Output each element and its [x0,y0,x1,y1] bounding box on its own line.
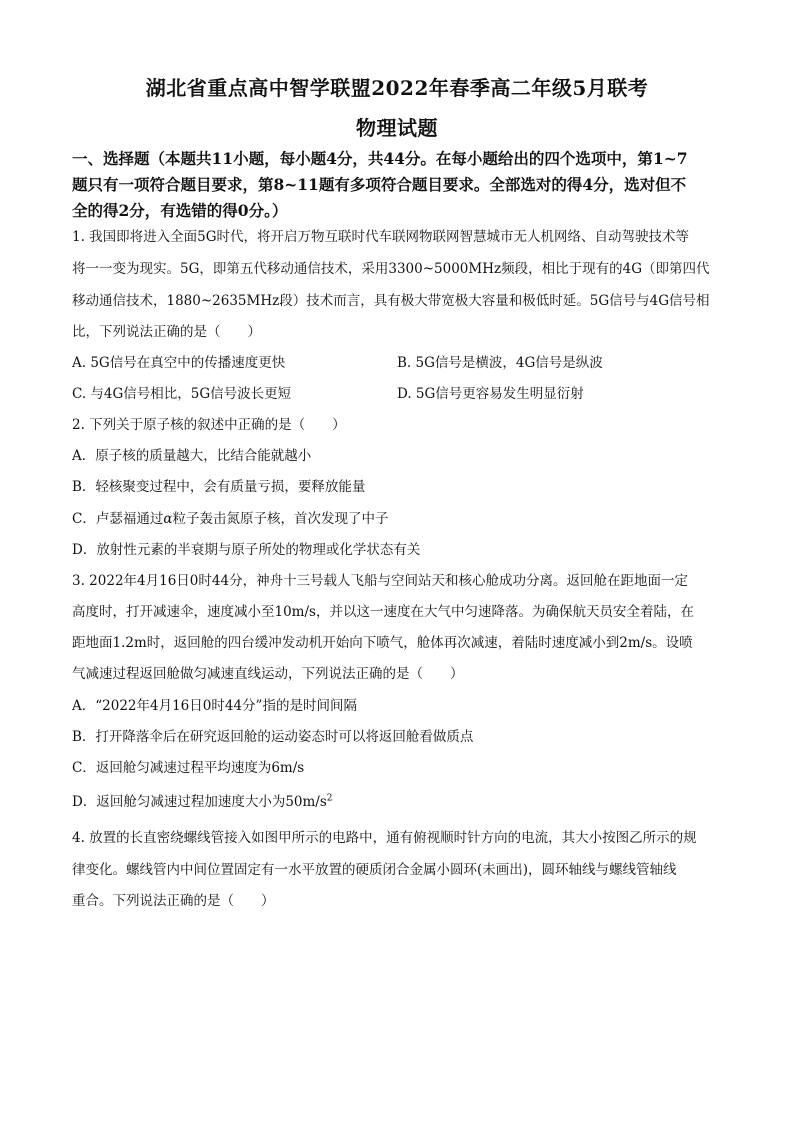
exam-subtitle: 物理试题 [356,116,438,140]
q3-option-d-text: D．返回舱匀减速过程加速度大小为50m/s [72,794,327,810]
q4-stem-line-2: 律变化。螺线管内中间位置固定有一水平放置的硬质闭合金属小圆环(未画出)，圆环轴线与螺线管轴线 [72,862,677,878]
q3-option-c: C．返回舱匀减速过程平均速度为6m/s [72,760,305,776]
q1-stem-line-4: 比，下列说法正确的是（ ） [72,324,261,340]
q3-stem-line-2: 高度时，打开减速伞，速度减小至10m/s，并以这一速度在大气中匀速降落。为确保航天员安全着陆，在 [72,604,694,620]
q1-option-b: B. 5G信号是横波，4G信号是纵波 [397,355,603,371]
q1-option-c: C. 与4G信号相比，5G信号波长更短 [72,386,292,402]
q2-option-c [72,507,388,527]
alpha-symbol: α [163,511,173,527]
q4-stem-line-1: 4. 放置的长直密绕螺线管接入如图甲所示的电路中，通有俯视顺时针方向的电流，其大小按图乙所示的规 [72,830,697,846]
q3-option-b: B．打开降落伞后在研究返回舱的运动姿态时可以将返回舱看做质点 [72,729,474,745]
q2-stem: 2. 下列关于原子核的叙述中正确的是（ ） [72,417,346,433]
q1-stem-line-2: 将一一变为现实。5G，即第五代移动通信技术，采用3300~5000MHz频段，相比于现有的4G（即第四代 [72,261,710,277]
q1-stem-line-3: 移动通信技术，1880~2635MHz段）技术而言，具有极大带宽极大容量和极低时延。5G信号与4G信号相 [72,293,710,309]
q3-stem-line-3: 距地面1.2m时，返回舱的四台缓冲发动机开始向下喷气，舱体再次减速，着陆时速度减小到2m/s。设喷 [72,635,693,651]
q3-option-d [72,790,333,810]
q2-option-c-prefix: C．卢瑟福通过 [72,511,164,527]
q3-stem-line-1: 3. 2022年4月16日0时44分，神舟十三号载人飞船与空间站天和核心舱成功分离。返回舱在距地面一定 [72,573,689,589]
q3-stem-line-4: 气减速过程返回舱做匀减速直线运动，下列说法正确的是（ ） [72,666,464,682]
section-line-3: 全的得2分，有选错的得0分。） [72,201,288,220]
section-line-1: 一、选择题（本题共11小题，每小题4分，共44分。在每小题给出的四个选项中，第1~7 [72,149,688,168]
q2-option-c-suffix: 粒子轰击氮原子核，首次发现了中子 [172,511,389,527]
q4-stem-line-3: 重合。下列说法正确的是（ ） [72,893,275,909]
q1-stem-line-1: 1. 我国即将进入全面5G时代，将开启万物互联时代车联网物联网智慧城市无人机网络、自动驾驶技术等 [72,229,690,245]
q3-option-a: A．“2022年4月16日0时44分”指的是时间间隔 [72,698,357,714]
q1-option-d: D. 5G信号更容易发生明显衍射 [397,386,584,402]
section-instructions [72,146,722,224]
q3-option-d-exponent: 2 [326,793,333,804]
q2-option-a: A．原子核的质量越大，比结合能就越小 [72,448,312,464]
section-line-2: 题只有一项符合题目要求，第8~11题有多项符合题目要求。全部选对的得4分，选对但不 [72,175,687,194]
exam-title: 湖北省重点高中智学联盟2022年春季高二年级5月联考 [145,76,649,100]
q2-option-b: B．轻核聚变过程中，会有质量亏损，要释放能量 [72,479,366,495]
q1-option-a: A. 5G信号在真空中的传播速度更快 [72,355,286,371]
q2-option-d: D．放射性元素的半衰期与原子所处的物理或化学状态有关 [72,542,421,558]
